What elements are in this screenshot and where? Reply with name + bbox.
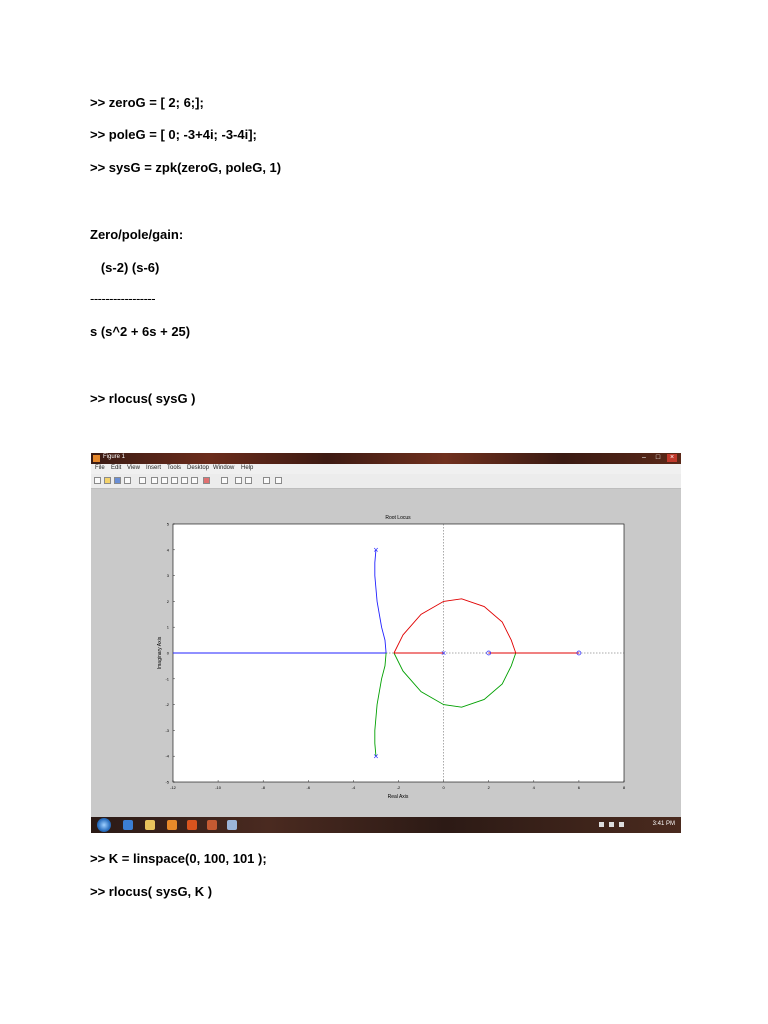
code-line-rlocus: >> rlocus( sysG ) <box>90 391 196 406</box>
x-tick-label: 2 <box>487 785 490 790</box>
minimize-icon[interactable]: – <box>642 454 646 461</box>
save-icon[interactable] <box>114 477 121 484</box>
print-icon[interactable] <box>124 477 131 484</box>
y-tick-label: -2 <box>165 702 169 708</box>
taskbar-clock: 3:41 PM <box>652 821 675 827</box>
menu-insert[interactable]: Insert <box>146 465 162 471</box>
menu-file[interactable]: File <box>95 465 105 471</box>
hide-tools-icon[interactable] <box>263 477 270 484</box>
chart-title: Root Locus <box>385 515 411 521</box>
colorbar-icon[interactable] <box>235 477 242 484</box>
close-icon[interactable]: × <box>667 454 677 462</box>
pan-icon[interactable] <box>171 477 178 484</box>
code-line-rlocus-k: >> rlocus( sysG, K ) <box>90 884 213 899</box>
open-file-icon[interactable] <box>104 477 111 484</box>
x-axis-label: Real Axis <box>387 794 409 800</box>
x-tick-label: 6 <box>577 785 581 790</box>
new-figure-icon[interactable] <box>94 477 101 484</box>
tray-arrow-icon[interactable] <box>599 822 604 827</box>
y-tick-label: 2 <box>166 598 169 604</box>
figure-taskbar-icon[interactable] <box>227 820 237 830</box>
y-tick-label: -5 <box>165 779 169 785</box>
x-tick-label: 4 <box>532 785 535 790</box>
zoom-in-icon[interactable] <box>151 477 158 484</box>
menu-bar <box>91 464 681 474</box>
y-tick-label: -3 <box>165 727 169 733</box>
x-tick-label: -8 <box>261 785 265 790</box>
maximize-icon[interactable]: □ <box>655 454 661 461</box>
code-line-linspace: >> K = linspace(0, 100, 101 ); <box>90 851 267 866</box>
x-tick-label: -4 <box>351 785 356 790</box>
window-title: Figure 1 <box>103 454 126 460</box>
matlab-logo-icon <box>93 455 100 462</box>
network-icon[interactable] <box>609 822 614 827</box>
y-tick-label: -1 <box>165 676 169 682</box>
explorer-icon[interactable] <box>145 820 155 830</box>
menu-help[interactable]: Help <box>241 465 254 471</box>
edit-plot-icon[interactable] <box>139 477 146 484</box>
y-tick-label: 3 <box>166 573 169 579</box>
y-tick-label: 0 <box>166 650 169 656</box>
menu-tools[interactable]: Tools <box>167 465 182 471</box>
volume-icon[interactable] <box>619 822 624 827</box>
show-tools-icon[interactable] <box>275 477 282 484</box>
x-tick-label: 0 <box>442 785 445 790</box>
data-cursor-icon[interactable] <box>191 477 198 484</box>
y-tick-label: -4 <box>165 753 169 759</box>
output-fraction-bar: ----------------- <box>90 291 156 306</box>
firefox-icon[interactable] <box>187 820 197 830</box>
x-tick-label: -2 <box>396 785 401 790</box>
output-numerator: (s-2) (s-6) <box>90 260 160 275</box>
code-line-zerog: >> zeroG = [ 2; 6;]; <box>90 95 204 110</box>
windows-taskbar <box>91 817 681 833</box>
menu-view[interactable]: View <box>127 465 140 471</box>
start-button-icon[interactable] <box>97 818 111 832</box>
brush-icon[interactable] <box>203 477 210 484</box>
ie-icon[interactable] <box>123 820 133 830</box>
matlab-taskbar-icon[interactable] <box>207 820 217 830</box>
rotate-icon[interactable] <box>181 477 188 484</box>
media-player-icon[interactable] <box>167 820 177 830</box>
x-tick-label: -12 <box>170 785 176 790</box>
menu-edit[interactable]: Edit <box>111 465 122 471</box>
legend-icon[interactable] <box>245 477 252 484</box>
matlab-figure-screenshot <box>91 453 681 833</box>
code-line-poleg: >> poleG = [ 0; -3+4i; -3-4i]; <box>90 127 257 142</box>
x-tick-label: 8 <box>622 785 626 790</box>
output-denominator: s (s^2 + 6s + 25) <box>90 324 191 339</box>
x-tick-label: -10 <box>215 785 221 790</box>
menu-desktop[interactable]: Desktop <box>187 465 210 471</box>
code-line-sysg: >> sysG = zpk(zeroG, poleG, 1) <box>90 160 282 175</box>
y-tick-label: 1 <box>166 624 169 630</box>
output-heading: Zero/pole/gain: <box>90 227 184 242</box>
y-axis-label: Imaginary Axis <box>157 636 163 670</box>
zoom-out-icon[interactable] <box>161 477 168 484</box>
y-tick-label: 4 <box>166 547 169 553</box>
link-icon[interactable] <box>221 477 228 484</box>
x-tick-label: -6 <box>306 785 311 790</box>
toolbar <box>91 474 681 489</box>
window-titlebar <box>91 453 681 464</box>
menu-window[interactable]: Window <box>213 465 235 471</box>
root-locus-plot[interactable] <box>91 488 681 817</box>
y-tick-label: 5 <box>166 521 169 527</box>
